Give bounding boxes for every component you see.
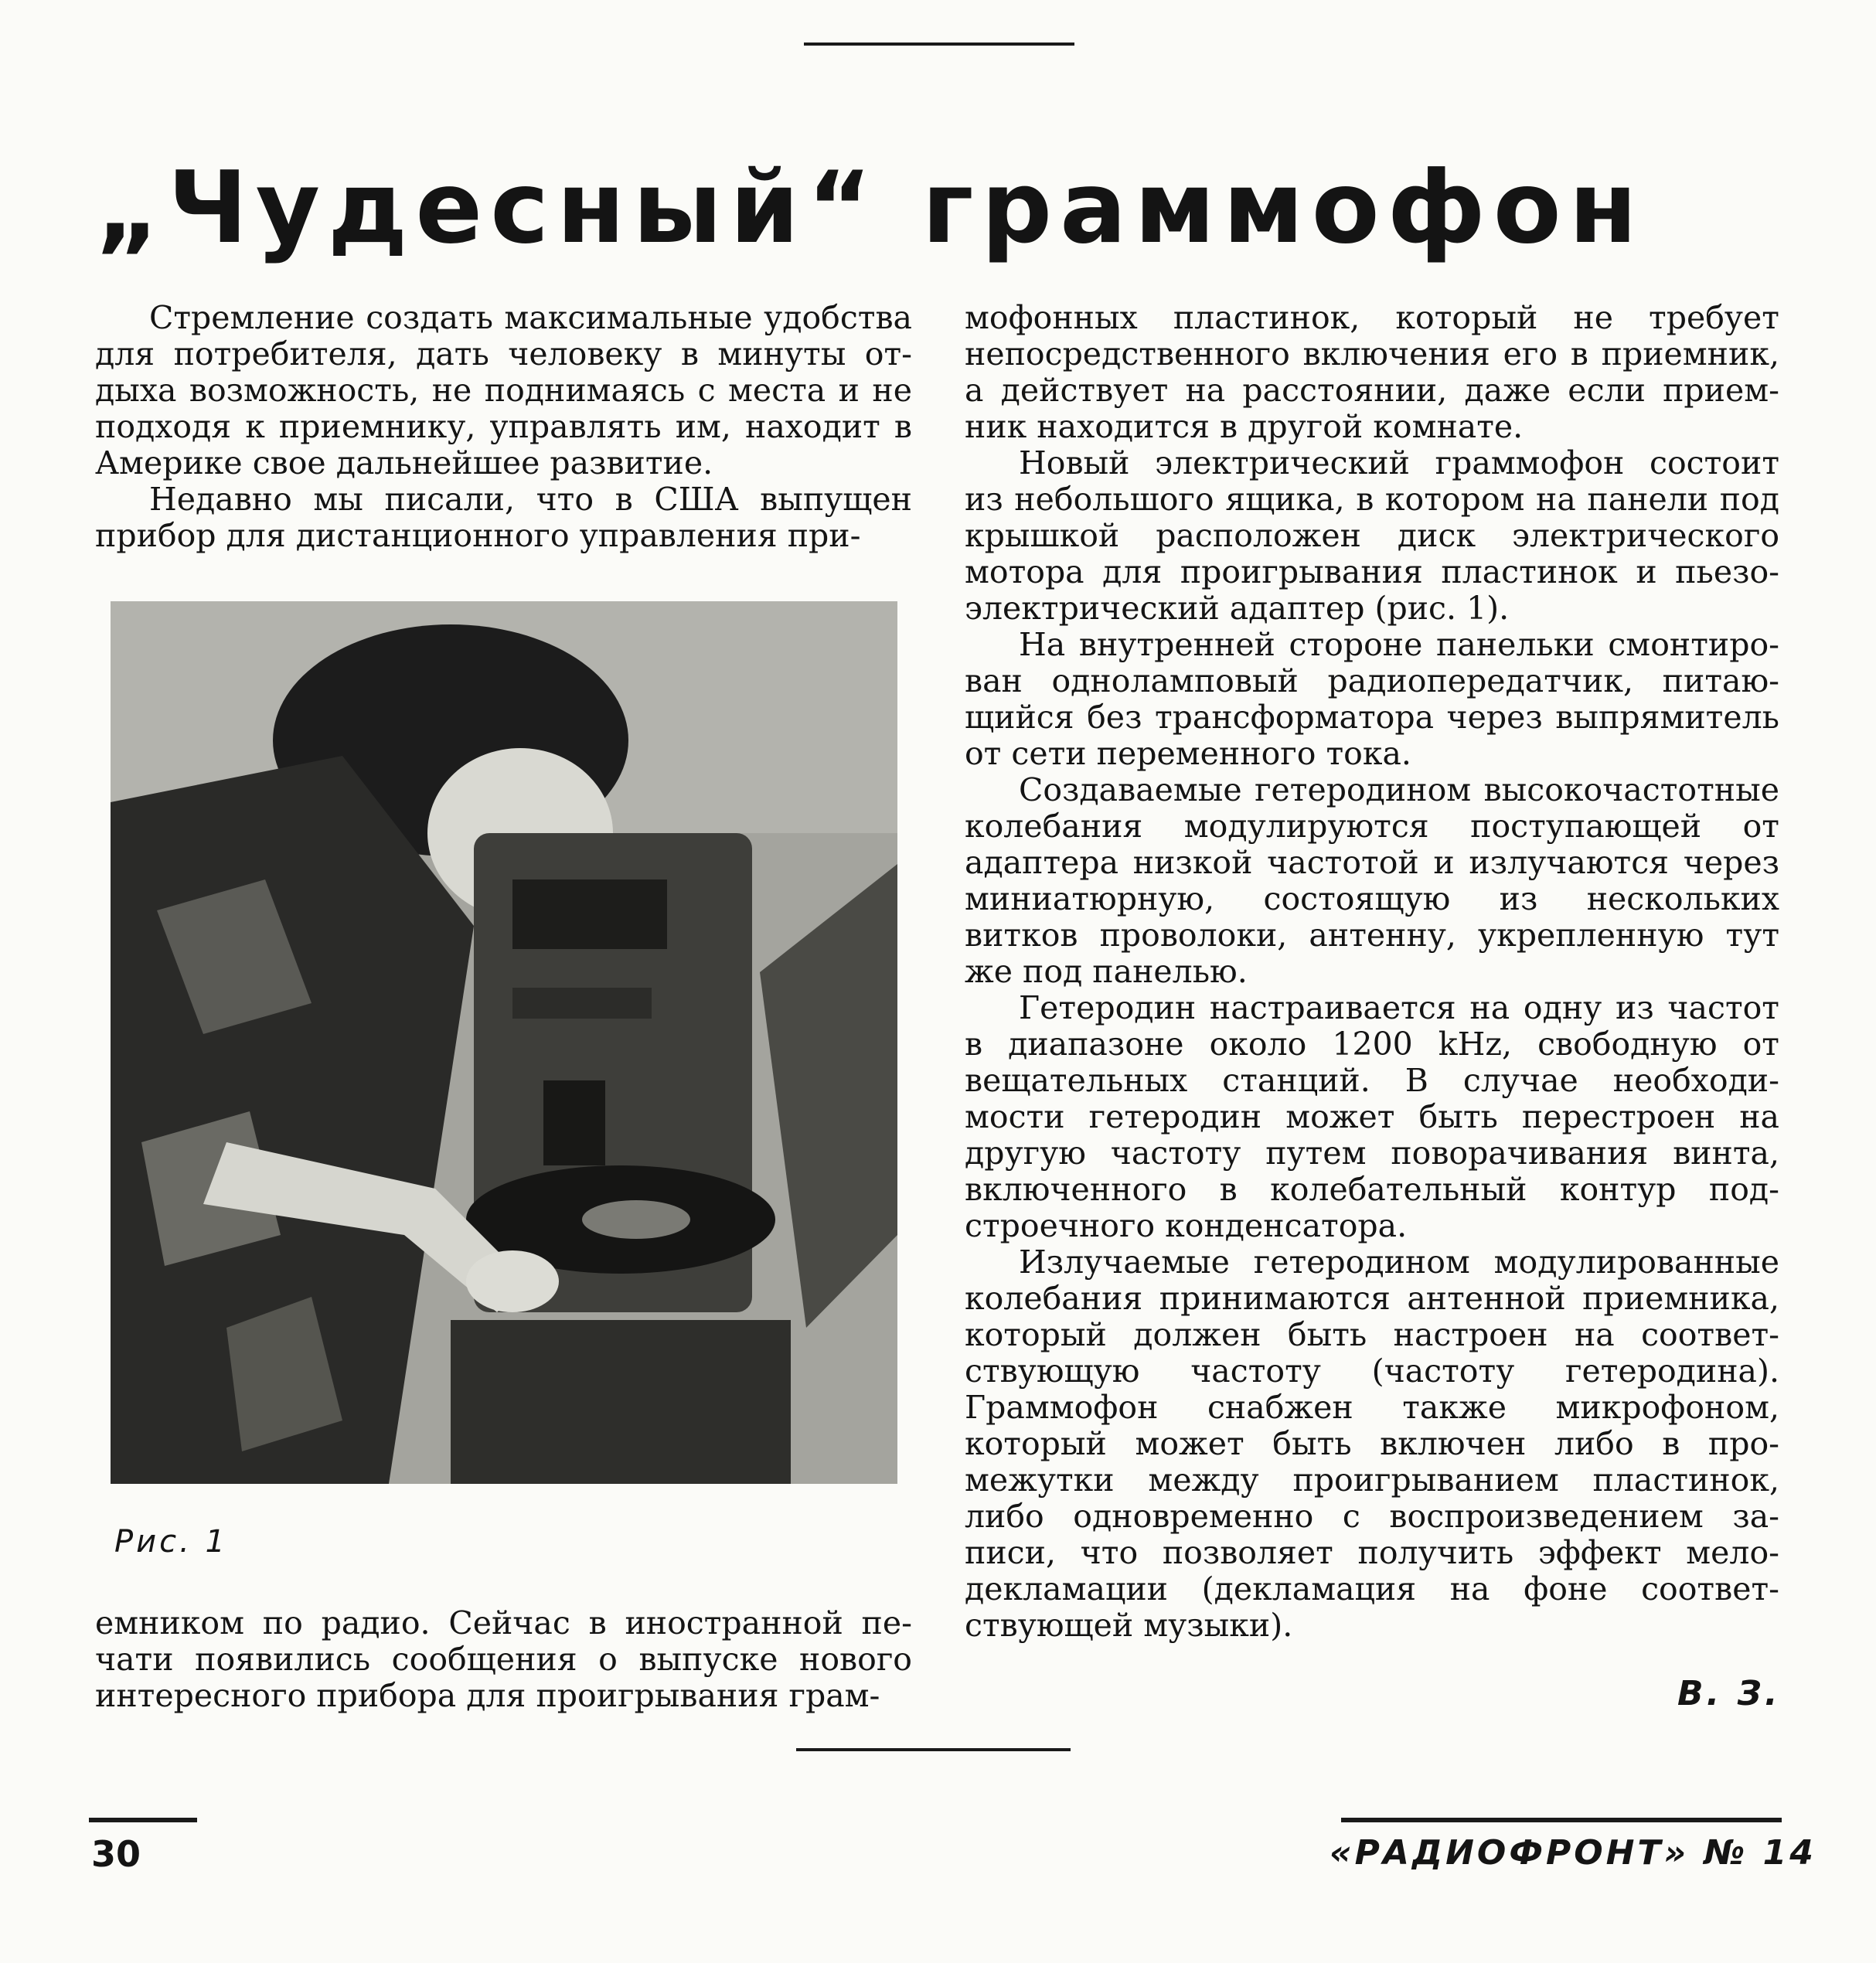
footer-left-rule [89, 1818, 197, 1822]
left-column-top [95, 300, 912, 554]
paragraph: Излучаемые гетеродином модулированные колебания принимаются антенной приемника, который должен быть настроен на соответ-ствующую частоту (частоту гетеродина). Граммофон снабжен также микрофоном, который может быть включен либо в про-межутки между проигрыванием пластинок, либо одновременно с воспроизведением за-писи, что позволяет получить эффект мело-декламации (декламация на фоне соответ-ствующей музыки). [965, 1243, 1779, 1644]
journal-name: «РАДИОФРОНТ» № 14 [1330, 1833, 1816, 1873]
paragraph: емником по радио. Сейчас в иностранной пе-чати появились сообщения о выпуске нового интересного прибора для проигрывания грам- [95, 1604, 912, 1714]
paragraph: Создаваемые гетеродином высокочастотные колебания модулируются поступающей от адаптера низкой частотой и излучаются через миниатюрную, состоящую из нескольких витков проволоки, антенну, укрепленную тут же под панелью. [965, 771, 1779, 990]
figure-caption: Рис. 1 [114, 1524, 228, 1560]
footer-right-rule [1341, 1818, 1782, 1822]
right-column [965, 300, 1779, 1644]
photo-woman-with-gramophone [111, 601, 897, 1484]
left-column-bottom [95, 1605, 912, 1714]
top-rule [804, 43, 1074, 46]
paragraph: Новый электрический граммофон состоит из небольшого ящика, в котором на панели под крышкой расположен диск электрического мотора для проигрывания пластинок и пьезо-электрический адаптер (рис. 1). [965, 444, 1779, 627]
paragraph: мофонных пластинок, который не требует непосредственного включения его в приемник, а действует на расстоянии, даже если прием-ник находится в другой комнате. [965, 299, 1779, 445]
paragraph: Недавно мы писали, что в США выпущен прибор для дистанционного управления при- [95, 481, 912, 554]
paragraph: Стремление создать максимальные удобства для потребителя, дать человеку в минуты от-дыха возможность, не поднимаясь с места и не подходя к приемнику, управлять им, находит в Америке свое дальнейшее развитие. [95, 299, 912, 481]
page-number: 30 [91, 1833, 141, 1875]
paragraph: На внутренней стороне панельки смонтиро-ван одноламповый радиопередатчик, питаю-щийся без трансформатора через выпрямитель от сети переменного тока. [965, 626, 1779, 772]
paragraph: Гетеродин настраивается на одну из частот в диапазоне около 1200 kHz, свободную от вещательных станций. В случае необходи-мости гетеродин может быть перестроен на другую частоту путем поворачивания винта, включенного в колебательный контур под-строечного конденсатора. [965, 989, 1779, 1244]
bottom-center-rule [796, 1748, 1071, 1751]
author-signature: В. З. [1677, 1674, 1781, 1713]
article-title: „Чудесный“ граммофон [95, 151, 1646, 266]
